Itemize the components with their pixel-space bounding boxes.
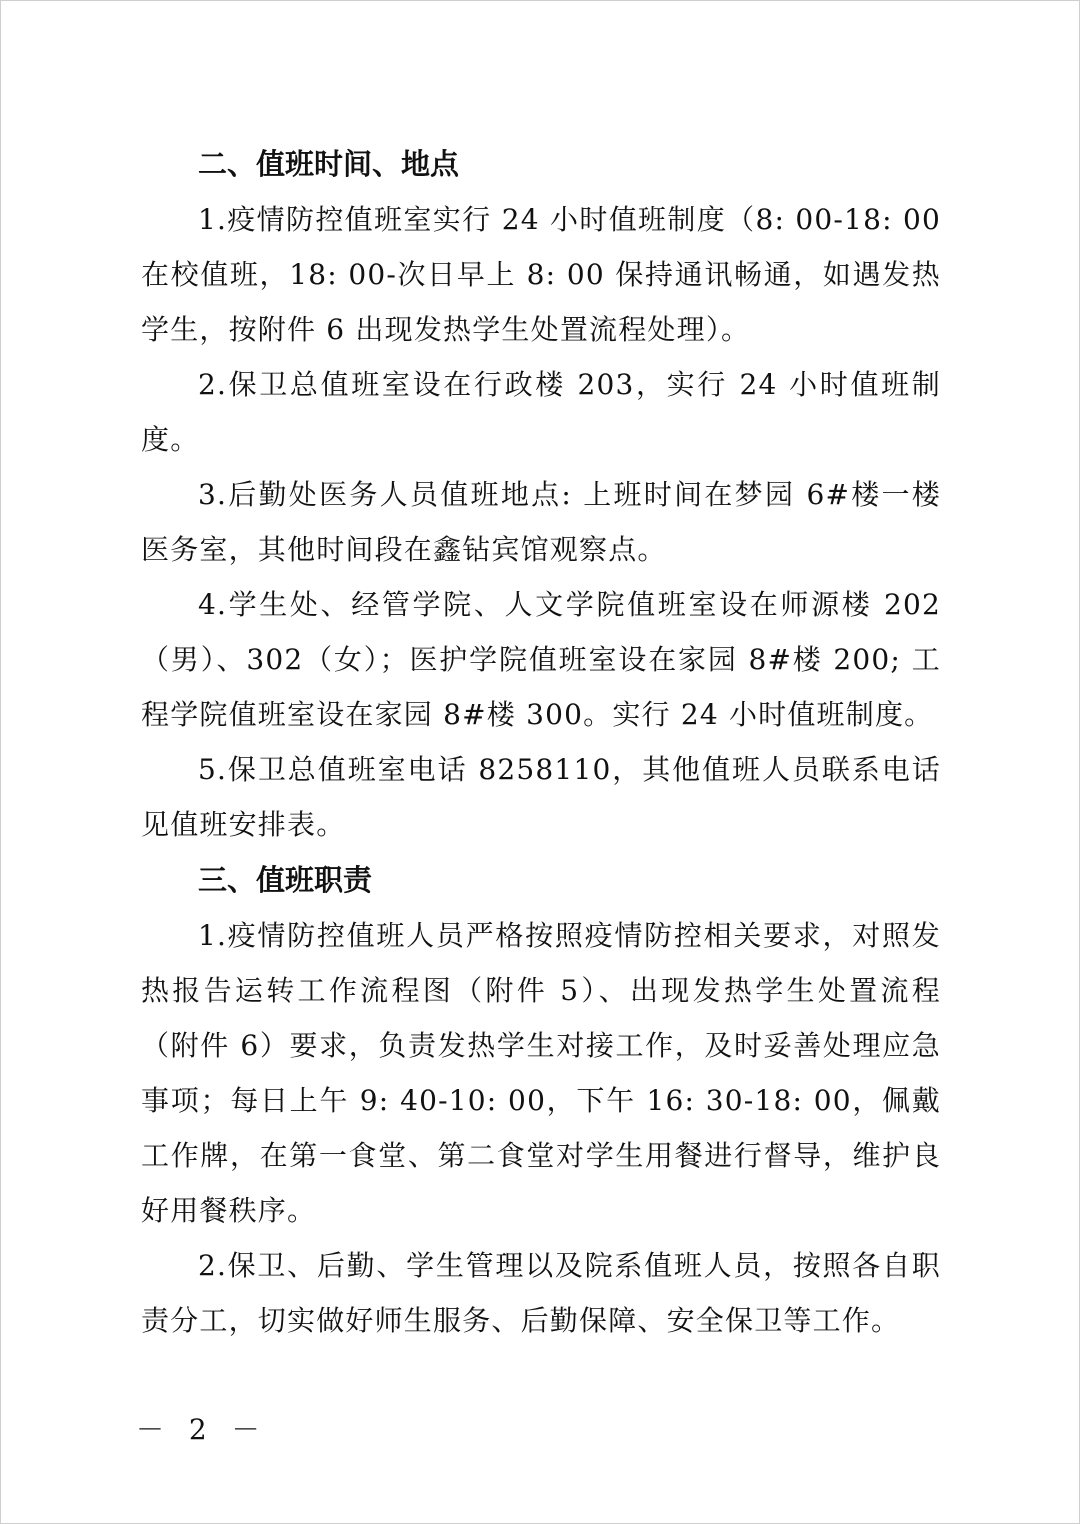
paragraph: 3.后勤处医务人员值班地点: 上班时间在梦园 6#楼一楼医务室，其他时间段在鑫钻宾馆观察点。 [141, 478, 941, 566]
paragraph: 5.保卫总值班室电话 8258110，其他值班人员联系电话见值班安排表。 [141, 753, 941, 841]
section-heading-duty-time-place: 二、值班时间、地点 [198, 147, 460, 181]
paragraph: 1.疫情防控值班人员严格按照疫情防控相关要求，对照发热报告运转工作流程图（附件 5）、出现发热学生处置流程（附件 6）要求，负责发热学生对接工作，及时妥善处理应急事项；每日上午 9: 40-10: 00，下午 16: 30-18: 00，佩戴工作牌，在第一食堂、第二食堂对学生用餐进行督导，维护良好用餐秩序。 [141, 919, 941, 1227]
page-number: － 2 － [136, 1413, 268, 1446]
document-body [141, 136, 941, 1348]
paragraph: 1.疫情防控值班室实行 24 小时值班制度（8: 00-18: 00 在校值班，18: 00-次日早上 8: 00 保持通讯畅通，如遇发热学生，按附件 6 出现发热学生处置流程处理）。 [141, 203, 941, 346]
section-heading-duty-responsibilities: 三、值班职责 [198, 863, 373, 897]
paragraph: 4.学生处、经管学院、人文学院值班室设在师源楼 202（男）、302（女）；医护学院值班室设在家园 8#楼 200; 工程学院值班室设在家园 8#楼 300。实行 24 小时值班制度。 [141, 588, 941, 731]
paragraph: 2.保卫总值班室设在行政楼 203，实行 24 小时值班制度。 [141, 368, 941, 456]
paragraph: 2.保卫、后勤、学生管理以及院系值班人员，按照各自职责分工，切实做好师生服务、后勤保障、安全保卫等工作。 [141, 1249, 941, 1337]
